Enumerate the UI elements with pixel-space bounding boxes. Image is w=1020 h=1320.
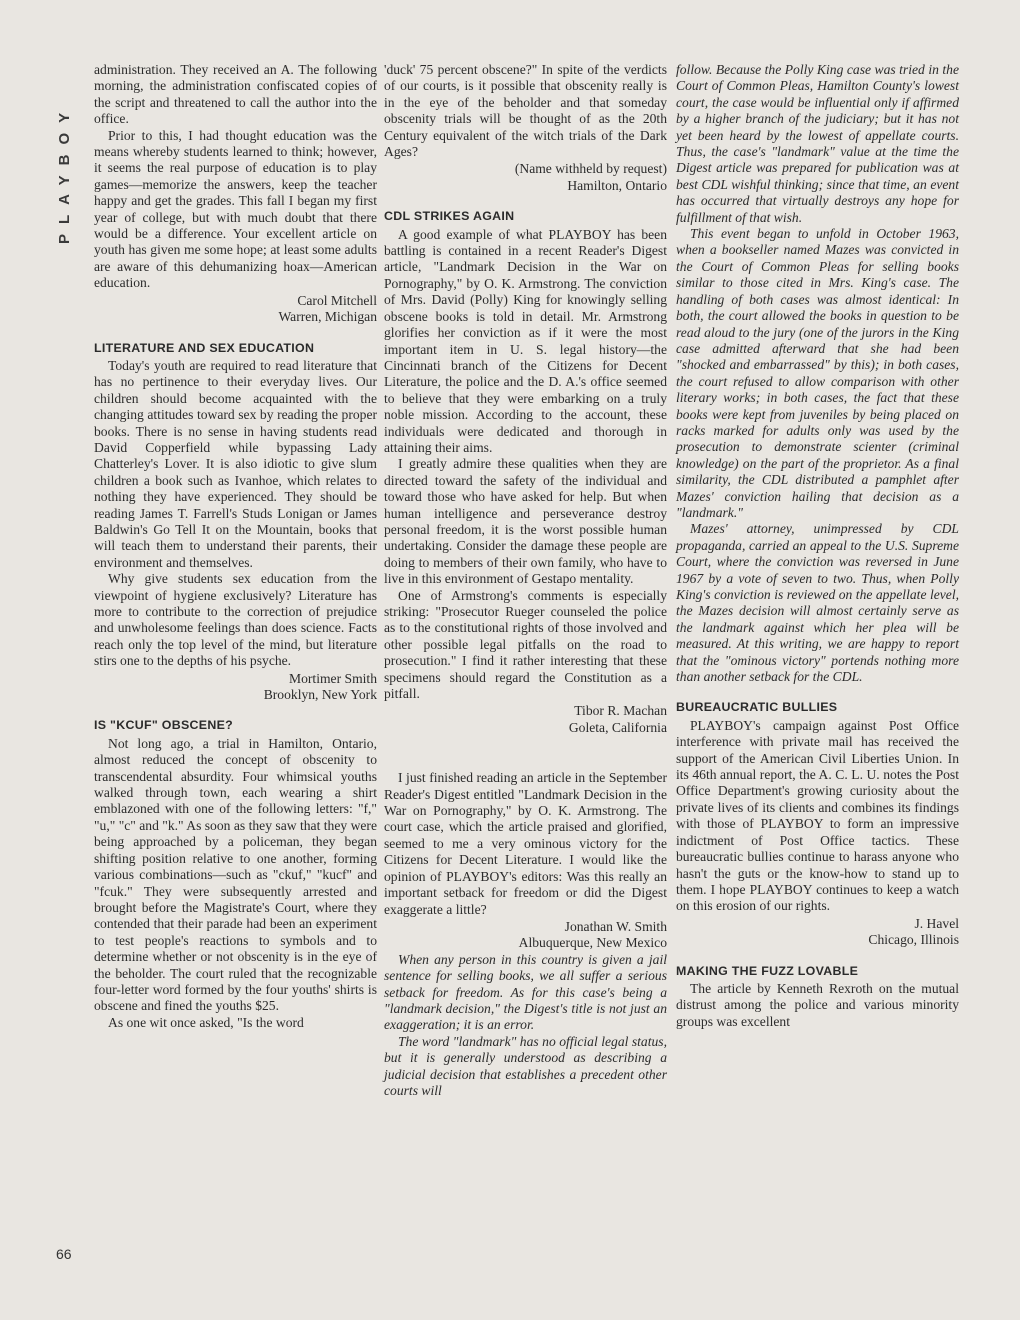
section-heading-cdl: CDL STRIKES AGAIN xyxy=(384,209,515,224)
letter-paragraph: Prior to this, I had thought education was the means whereby students learned to think; however, it seems the real purpose of education is to play games—memorize the answers, keep the teacher happy and get the grades. This fall I began my first year of college, but with much doubt that there would be a difference. Your excellent article on youth has given me some hope; at least some adults are aware of this dehumanizing hoax—American education. xyxy=(94,127,377,291)
editor-reply: The word "landmark" has no official legal status, but it is generally understood as describing a judicial decision that establishes a precedent other courts will xyxy=(384,1033,667,1098)
letter-spacer xyxy=(384,736,667,770)
letter-paragraph: I just finished reading an article in the September Reader's Digest entitled "Landmark Decision in the War on Pornography," by O. K. Armstrong. The court case, which the article praised and glorified, seemed to me a very ominous victory for the Citizens for Decent Literature. I would like the opinion of PLAYBOY's editors: Was this really an important setback for freedom or did the Digest exaggerate a little? xyxy=(384,770,667,917)
letter-paragraph: Today's youth are required to read literature that has no pertinence to their everyday lives. Our children should become acquainted with the changing attitudes toward sex by reading the proper books. There is no sense in having students read David Copperfield while bypassing Lady Chatterley's Lover. It is also idiotic to give slum children a book such as Ivanhoe, which relates to nothing they have experienced. They should be reading James T. Farrell's Studs Lonigan or James Baldwin's Go Tell It on the Mountain, books that will teach them to understand their parents, their environment and themselves. xyxy=(94,357,377,570)
signature-location: Goleta, California xyxy=(568,719,667,735)
letter-paragraph: As one wit once asked, "Is the word xyxy=(108,1014,304,1030)
letter-paragraph: 'duck' 75 percent obscene?" In spite of the verdicts of our courts, is it possible that obscenity really is in the eye of the beholder and that someday obscenity trials will be thought of as the 20th Century equivalent of the witch trials of the Dark Ages? xyxy=(384,62,667,160)
section-heading-bullies: BUREAUCRATIC BULLIES xyxy=(676,700,838,715)
signature-name: Carol Mitchell xyxy=(297,292,377,308)
column-1 xyxy=(94,62,377,1031)
editor-reply: follow. Because the Polly King case was tried in the Court of Common Pleas, Hamilton County's lowest court, the case would be influential only if affirmed by a higher branch of the judiciary; but it has not yet been heard by the lowest of appellate courts. Thus, the case's "landmark" value at the time the Digest article was prepared for publication was at best CDL wishful thinking; since that time, an event has occurred that virtually destroys any hope for fulfillment of that wish. xyxy=(676,62,959,225)
letter-paragraph: A good example of what PLAYBOY has been battling is contained in a recent Reader's Digest article, "Landmark Decision in the War on Pornography," by O. K. Armstrong. The conviction of Mrs. David (Polly) King for knowingly selling obscene books is told in detail. Mr. Armstrong glorifies her conviction as if it were the most important item in U. S. legal history—the Cincinnati branch of the Citizens for Decent Literature, the police and the D. A.'s office seemed to believe that they were embarking on a truly noble mission. According to the account, these individuals were dedicated and thorough in attaining their aims. xyxy=(384,226,667,455)
letter-paragraph: PLAYBOY's campaign against Post Office interference with private mail has received the support of the American Civil Liberties Union. In its 46th annual report, the A. C. L. U. notes the Post Office Department's growing curiosity about the private lives of its clients and combines its findings with those of PLAYBOY to form an impressive indictment of Post Office tactics. These bureaucratic bullies continue to harass anyone who hasn't the guts or the know-how to stand up to them. I hope PLAYBOY continues to keep a watch on this erosion of our rights. xyxy=(676,717,959,914)
letter-paragraph: I greatly admire these qualities when they are directed toward the safety of the individual and toward those who have asked for help. But when human intelligence and perseverance destroy personal freedom, it is the worst possible human undertaking. Consider the damage these people are doing to members of their own family, who have to live in this environment of Gestapo mentality. xyxy=(384,456,667,587)
masthead xyxy=(48,64,88,264)
section-heading-kcuf: IS "KCUF" OBSCENE? xyxy=(94,718,233,733)
editor-reply: When any person in this country is given a jail sentence for selling books, we all suffer a serious setback for freedom. As for this case's being a "landmark decision," the Digest's title is not just an exaggeration; it is an error. xyxy=(384,951,667,1033)
letter-paragraph: administration. They received an A. The following morning, the administration confiscated copies of the script and threatened to call the author into the office. xyxy=(94,62,377,127)
masthead-text: PLAYBOY xyxy=(56,102,73,244)
signature-location: Warren, Michigan xyxy=(278,309,377,325)
signature-name: Tibor R. Machan xyxy=(574,703,667,719)
letter-paragraph: The article by Kenneth Rexroth on the mutual distrust among the police and various minority groups was excellent xyxy=(676,980,959,1029)
editor-reply: This event began to unfold in October 1963, when a bookseller named Mazes was convicted in the Court of Common Pleas for selling books similar to those cited in Mrs. King's case. The handling of both cases was almost identical: In both, the court allowed the books in question to be read aloud to the jury (one of the jurors in the King case admitted afterward that she had been "shocked and embarrassed" by this); in both cases, the court refused to allow comparison with other literary works; in both cases, the fact that these books were kept from juveniles by being placed on racks marked for adults only was used by the prosecution to demonstrate scienter (criminal knowledge) on the part of the proprietor. As a final similarity, the CDL distributed a pamphlet after Mazes' conviction hailing that decision as a "landmark." xyxy=(676,226,959,520)
column-2 xyxy=(384,62,667,1099)
letter-paragraph: Why give students sex education from the viewpoint of hygiene exclusively? Literature has more to contribute to the correction of prejudice and unwholesome feelings than does science. Facts reach only the top level of the mind, but literature stirs one to the depths of his psyche. xyxy=(94,571,377,669)
editor-reply: Mazes' attorney, unimpressed by CDL propaganda, carried an appeal to the U.S. Supreme Court, where the conviction was reversed in June 1967 by a vote of seven to two. Thus, when Polly King's conviction is reviewed on the appellate level, the Mazes decision will almost certainly serve as the landmark against which her plea will be measured. At this writing, we are happy to report that the "ominous victory" portends nothing more than another setback for the CDL. xyxy=(676,521,959,685)
signature-name: (Name withheld by request) xyxy=(514,161,667,177)
signature-location: Hamilton, Ontario xyxy=(567,177,667,193)
page-number: 66 xyxy=(56,1246,72,1262)
signature-name: Mortimer Smith xyxy=(289,670,377,686)
signature-location: Brooklyn, New York xyxy=(263,687,377,703)
section-heading-fuzz: MAKING THE FUZZ LOVABLE xyxy=(676,963,859,978)
letter-paragraph: Not long ago, a trial in Hamilton, Ontario, almost reduced the concept of obscenity to transcendental absurdity. Four whimsical youths walked through town, each wearing a shirt emblazoned with one of the following letters: "f," "u," "c" and "k." As soon as they saw that they were being approached by a policeman, they began shifting position relative to one another, forming various combinations—such as "ckuf," "kucf" and "fcuk." They were subsequently arrested and brought before the Magistrate's Court, where they contended that their parade had been an experiment to test people's reactions to symbols and to determine whether or not obscenity is in the eye of the beholder. The court ruled that the recognizable four-letter word formed by the four youths' shirts is obscene and fined the youths $25. xyxy=(94,735,377,1014)
letter-paragraph: One of Armstrong's comments is especially striking: "Prosecutor Rueger counseled the police as to the constitutional rights of those involved and other possible legal pitfalls on the road to prosecution." I find it rather interesting that these specimens should regard the Constitution as a pitfall. xyxy=(384,587,667,702)
section-heading-literature: LITERATURE AND SEX EDUCATION xyxy=(94,340,315,355)
signature-name: Jonathan W. Smith xyxy=(564,918,667,934)
signature-location: Chicago, Illinois xyxy=(868,932,959,948)
column-3 xyxy=(676,62,959,1030)
signature-location: Albuquerque, New Mexico xyxy=(518,935,667,951)
signature-name: J. Havel xyxy=(914,915,959,931)
